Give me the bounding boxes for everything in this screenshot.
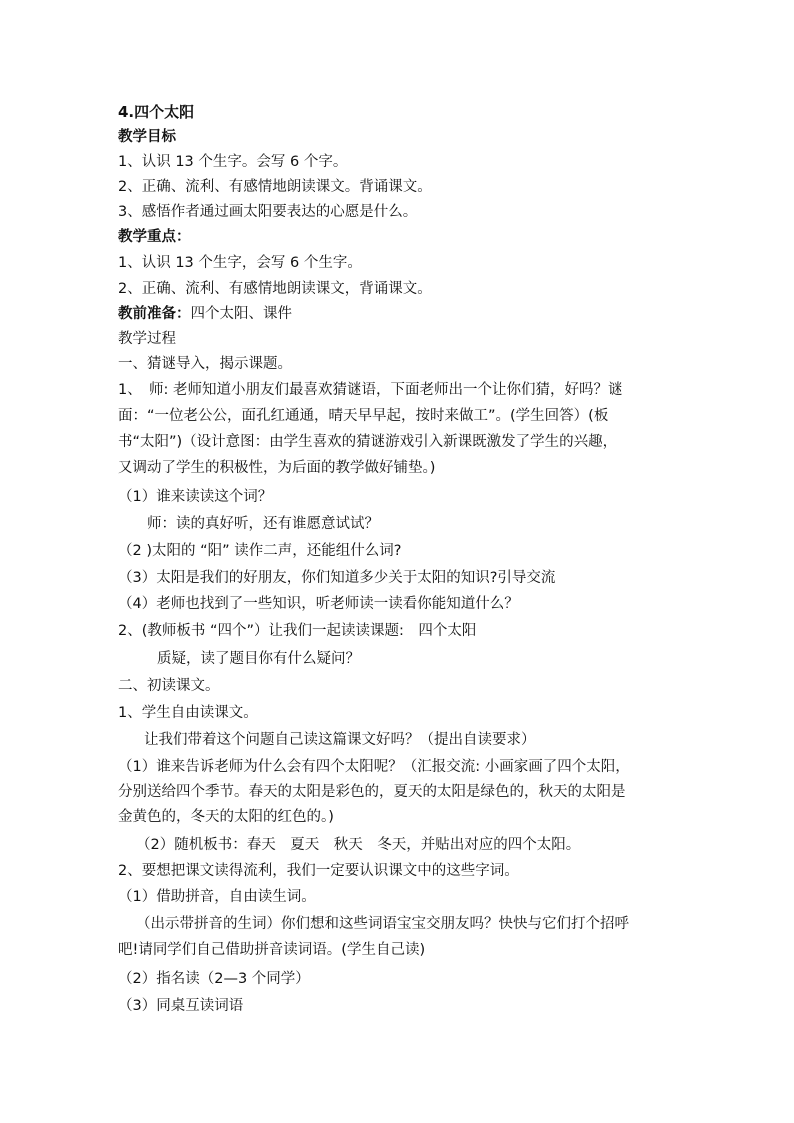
question-line: （1）借助拼音，自由读生词。 bbox=[118, 889, 316, 905]
teacher-line: 师：读的真好听，还有谁愿意试试？ bbox=[147, 516, 379, 532]
section-title: 一、猜谜导入，揭示课题。 bbox=[118, 356, 292, 372]
question-line: （1）谁来读读这个词？ bbox=[118, 489, 273, 505]
prep-label: 教前准备： bbox=[118, 306, 191, 322]
question-line: （3）同桌互读词语 bbox=[118, 998, 244, 1014]
paragraph-line: 质疑，读了题目你有什么疑问？ bbox=[157, 651, 360, 667]
doc-title: 4.四个太阳 bbox=[118, 103, 195, 121]
paragraph-line: 书“太阳”)（设计意图：由学生喜欢的猜谜游戏引入新课既激发了学生的兴趣， bbox=[118, 434, 618, 450]
prep-line bbox=[118, 301, 678, 327]
paragraph-line: 吧!请同学们自己借助拼音读词语。(学生自己读) bbox=[118, 942, 426, 958]
paragraph-line: 2、要想把课文读得流利，我们一定要认识课文中的这些字词。 bbox=[118, 863, 519, 879]
paragraph-line: （2）随机板书：春天 夏天 秋天 冬天，并贴出对应的四个太阳。 bbox=[136, 837, 581, 853]
paragraph-line: 金黄色的，冬天的太阳的红色的。) bbox=[118, 809, 334, 825]
paragraph-line: 分别送给四个季节。春天的太阳是彩色的，夏天的太阳是绿色的，秋天的太阳是 bbox=[118, 784, 626, 800]
question-line: （4）老师也找到了一些知识，听老师读一读看你能知道什么？ bbox=[118, 596, 519, 612]
key-item: 1、认识 13 个生字，会写 6 个生字。 bbox=[118, 255, 362, 271]
heading-goals: 教学目标 bbox=[118, 129, 176, 145]
key-item: 2、正确、流利、有感情地朗读课文，背诵课文。 bbox=[118, 281, 432, 297]
goal-item: 3、感悟作者通过画太阳要表达的心愿是什么。 bbox=[118, 204, 418, 220]
paragraph-line: 2、(教师板书 “四个”）让我们一起读读课题: 四个太阳 bbox=[118, 623, 477, 639]
question-line: （3）太阳是我们的好朋友，你们知道多少关于太阳的知识?引导交流 bbox=[118, 570, 556, 586]
paragraph-line: 让我们带着这个问题自己读这篇课文好吗？（提出自读要求） bbox=[144, 732, 536, 748]
prep-value: 四个太阳、课件 bbox=[190, 306, 292, 322]
paragraph-line: （出示带拼音的生词）你们想和这些词语宝宝交朋友吗？快快与它们打个招呼 bbox=[136, 916, 629, 932]
question-line: （2）指名读（2—3 个同学） bbox=[118, 971, 310, 987]
heading-process: 教学过程 bbox=[118, 331, 176, 347]
question-line: （2 )太阳的 “阳” 读作二声，还能组什么词? bbox=[118, 543, 402, 559]
paragraph-line: 1、 师: 老师知道小朋友们最喜欢猜谜语，下面老师出一个让你们猜，好吗？谜 bbox=[118, 382, 623, 398]
section-title: 二、初读课文。 bbox=[118, 678, 220, 694]
paragraph-line: 又调动了学生的积极性，为后面的教学做好铺垫。) bbox=[118, 460, 436, 476]
paragraph-line: 1、学生自由读课文。 bbox=[118, 705, 258, 721]
paragraph-line: （1）谁来告诉老师为什么会有四个太阳呢？（汇报交流: 小画家画了四个太阳， bbox=[118, 759, 630, 775]
paragraph-line: 面：“一位老公公，面孔红通通，晴天早早起，按时来做工”。(学生回答）(板 bbox=[118, 408, 609, 424]
goal-item: 1、认识 13 个生字。会写 6 个字。 bbox=[118, 154, 348, 170]
goal-item: 2、正确、流利、有感情地朗读课文。背诵课文。 bbox=[118, 179, 432, 195]
heading-key-points: 教学重点： bbox=[118, 229, 191, 245]
